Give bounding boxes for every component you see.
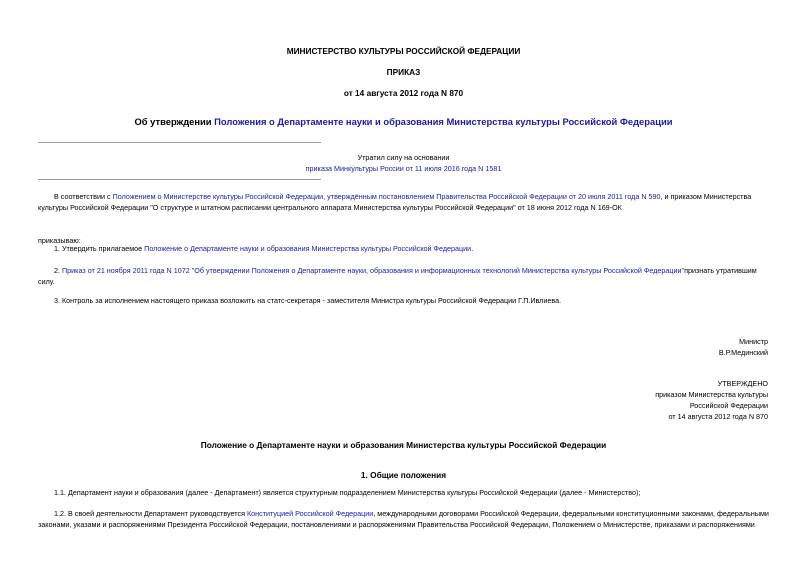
item1-end: .: [471, 244, 474, 253]
order-item-3: 3. Контроль за исполнением настоящего приказа возложить на статс-секретаря - заместителя Министра культуры Российской Федерации Г.П.Ивлиева.: [54, 296, 562, 305]
clause-1-1: 1.1. Департамент науки и образования (далее - Департамент) является структурным подразделением Министерства культуры Российской Федерации (далее - Министерство);: [54, 488, 641, 497]
order-item-2: [38, 266, 769, 275]
status-note-line2: [0, 164, 807, 173]
title-prefix: Об утверждении: [134, 116, 215, 127]
constitution-link[interactable]: Конституцией Российской Федерации: [246, 509, 374, 518]
approved-date: от 14 августа 2012 года N 870: [668, 412, 768, 421]
status-note-link[interactable]: приказа Минкультуры России от 11 июля 2016 года N 1581: [305, 164, 502, 173]
section-heading-general: 1. Общие положения: [360, 470, 447, 480]
preamble-link[interactable]: Положением о Министерстве культуры Российской Федерации, утверждённым постановлением Правительства Российской Федерации от 20 июля 2011 года N 590: [112, 192, 661, 201]
divider-top: [38, 142, 321, 143]
document-date-number: от 14 августа 2012 года N 870: [343, 88, 464, 98]
clause-1-2: [38, 509, 769, 518]
item2-text: признать утратившим: [684, 266, 757, 275]
preamble-line2: культуры Российской Федерации "О структуре и штатном расписании центрального аппарата Министерства культуры Российской Федерации" от 18 июня 2012 года N 169-ОК: [38, 203, 622, 212]
ministry-name: МИНИСТЕРСТВО КУЛЬТУРЫ РОССИЙСКОЙ ФЕДЕРАЦИИ: [286, 46, 521, 56]
item2-link[interactable]: Приказ от 21 ноября 2011 года N 1072 "Об утверждении Положения о Департаменте науки, образования и информационных технологий Министерства культуры Российской Федерации": [62, 266, 685, 275]
orders-word: приказываю:: [38, 236, 81, 245]
preamble-paragraph: [38, 192, 769, 201]
clause-1-2-text-1: 1.2. В своей деятельности Департамент руководствуется: [54, 509, 247, 518]
document-type: ПРИКАЗ: [386, 67, 421, 77]
signature-name: В.Р.Мединский: [718, 348, 768, 357]
document-title: [0, 116, 807, 128]
clause-1-2-line2: законами, указами и распоряжениями Президента Российской Федерации, постановлениями и распоряжениями Правительства Российской Федерации, Положением о Министерстве, приказами и распоряжениями: [38, 520, 755, 529]
signature-position: Министр: [739, 337, 768, 346]
regulation-title: Положение о Департаменте науки и образования Министерства культуры Российской Федерации: [200, 440, 607, 450]
item1-text: 1. Утвердить прилагаемое: [54, 244, 145, 253]
approved-heading: УТВЕРЖДЕНО: [717, 379, 768, 388]
preamble-text-2: , и приказом Министерства: [660, 192, 752, 201]
item2-number: 2.: [54, 266, 62, 275]
clause-1-2-text-2: , международными договорами Российской Федерации, федеральными конституционными законами, федеральными: [373, 509, 769, 518]
item1-link[interactable]: Положение о Департаменте науки и образования Министерства культуры Российской Федерации: [144, 244, 472, 253]
divider-bottom: [38, 179, 321, 180]
approved-country: Российской Федерации: [689, 401, 768, 410]
approved-by-order: приказом Министерства культуры: [655, 390, 768, 399]
order-item-2-line2: силу.: [38, 277, 55, 286]
title-link[interactable]: Положения о Департаменте науки и образования Министерства культуры Российской Федерации: [214, 116, 673, 127]
preamble-text-1: В соответствии с: [54, 192, 113, 201]
order-item-1: [54, 244, 473, 253]
status-note-line1: Утратил силу на основании: [357, 153, 450, 162]
